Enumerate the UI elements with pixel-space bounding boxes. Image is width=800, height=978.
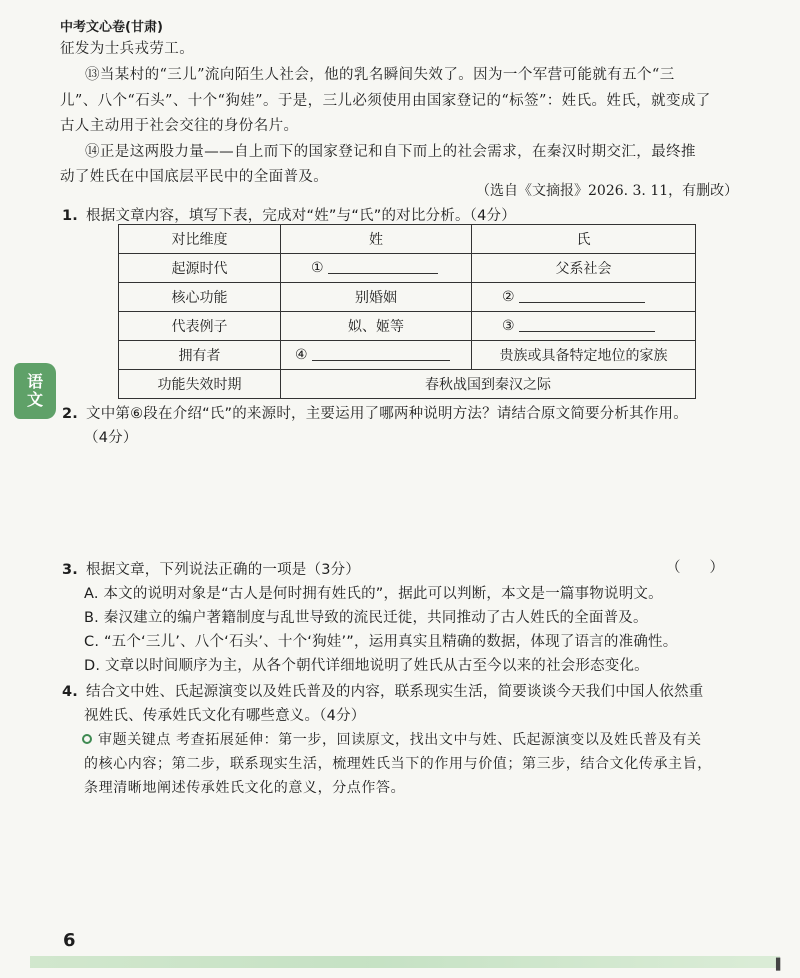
- table-header: 姓: [281, 225, 472, 254]
- hint-line-3: 条理清晰地阐述传承姓氏文化的意义，分点作答。: [84, 780, 406, 796]
- question-1-text: 根据文章内容，填写下表，完成对“姓”与“氏”的对比分析。（4分）: [86, 208, 516, 224]
- question-4: [62, 680, 703, 701]
- blank-line: [312, 347, 450, 361]
- table-cell-dimension: 起源时代: [119, 254, 281, 283]
- question-2: [62, 402, 688, 423]
- page-number: 6: [63, 930, 76, 951]
- option-c[interactable]: C. “五个‘三儿’、八个‘石头’、十个‘狗娃’”，运用真实且精确的数据，体现了语言的准确性。: [84, 634, 678, 650]
- question-3: [62, 558, 360, 579]
- blank-marker: ①: [311, 260, 324, 276]
- table-row: [119, 370, 696, 399]
- question-3-number: 3.: [62, 562, 78, 578]
- question-1-number: 1.: [62, 208, 78, 224]
- blank-line: [328, 260, 438, 274]
- answer-blank-4[interactable]: [281, 341, 472, 370]
- question-2-points: （4分）: [84, 430, 138, 446]
- option-d[interactable]: D. 文章以时间顺序为主，从各个朝代详细地说明了姓氏从古至今以来的社会形态变化。: [84, 658, 649, 674]
- option-a[interactable]: A. 本文的说明对象是“古人是何时拥有姓氏的”，据此可以判断，本文是一篇事物说明文。: [84, 586, 663, 602]
- table-cell-dimension: 代表例子: [119, 312, 281, 341]
- table-header: 氏: [472, 225, 696, 254]
- hint-line-2: 的核心内容；第二步，联系现实生活，梳理姓氏当下的作用与价值；第三步，结合文化传承主旨，: [84, 756, 712, 772]
- table-cell-dimension: 功能失效时期: [119, 370, 281, 399]
- table-cell-merged: 春秋战国到秦汉之际: [281, 370, 696, 399]
- table-header: 对比维度: [119, 225, 281, 254]
- table-row: [119, 312, 696, 341]
- answer-blank-2[interactable]: [472, 283, 696, 312]
- passage-p14-line1: ⑭正是这两股力量——自上而下的国家登记和自下而上的社会需求，在秦汉时期交汇，最终推: [85, 144, 696, 160]
- blank-line: [519, 318, 655, 332]
- answer-area-4[interactable]: [84, 800, 704, 910]
- table-cell-shi: 父系社会: [472, 254, 696, 283]
- blank-line: [519, 289, 645, 303]
- bottom-mark: ▌: [776, 958, 785, 971]
- comparison-table: [118, 224, 696, 399]
- blank-marker: ④: [295, 347, 308, 363]
- table-header-row: [119, 225, 696, 254]
- table-cell-dimension: 核心功能: [119, 283, 281, 312]
- question-4-text-line1: 结合文中姓、氏起源演变以及姓氏普及的内容，联系现实生活，简要谈谈今天我们中国人依然重: [86, 684, 704, 700]
- answer-blank-1[interactable]: [281, 254, 472, 283]
- option-b[interactable]: B. 秦汉建立的编户著籍制度与乱世导致的流民迁徙，共同推动了古人姓氏的全面普及。: [84, 610, 648, 626]
- table-cell-shi: 贵族或具备特定地位的家族: [472, 341, 696, 370]
- passage-source: （选自《文摘报》2026. 3. 11，有删改）: [476, 183, 739, 199]
- hint-text: 审题关键点 考查拓展延伸：第一步，回读原文，找出文中与姓、氏起源演变以及姓氏普及有关: [98, 732, 702, 748]
- bottom-decoration: [30, 956, 780, 968]
- table-row: [119, 254, 696, 283]
- hint-line-1: [82, 729, 702, 749]
- lightbulb-icon: [82, 734, 92, 744]
- table-cell-xing: 姒、姬等: [281, 312, 472, 341]
- passage-p13-line1: ⑬当某村的“三儿”流向陌生人社会，他的乳名瞬间失效了。因为一个军营可能就有五个“三: [85, 67, 675, 83]
- answer-blank-3[interactable]: [472, 312, 696, 341]
- exam-header-title: 中考文心卷(甘肃): [60, 20, 163, 35]
- table-row: [119, 341, 696, 370]
- question-2-number: 2.: [62, 406, 78, 422]
- passage-line: 征发为士兵戎劳工。: [60, 41, 195, 57]
- answer-bracket[interactable]: （ ）: [666, 560, 724, 576]
- question-2-text: 文中第⑥段在介绍“氏”的来源时，主要运用了哪两种说明方法？请结合原文简要分析其作用。: [86, 406, 688, 422]
- subject-tab: [14, 363, 56, 419]
- question-3-text: 根据文章，下列说法正确的一项是（3分）: [86, 562, 361, 578]
- passage-p14-line2: 动了姓氏在中国底层平民中的全面普及。: [60, 169, 329, 185]
- passage-p13-line2: 儿”、八个“石头”、十个“狗娃”。于是，三儿必须使用由国家登记的“标签”：姓氏。姓氏，就变成了: [60, 93, 711, 109]
- question-4-text-line2: 视姓氏、传承姓氏文化有哪些意义。（4分）: [84, 708, 366, 724]
- answer-area-2[interactable]: [84, 450, 704, 550]
- blank-marker: ③: [502, 318, 515, 334]
- passage-p13-line3: 古人主动用于社会交往的身份名片。: [60, 118, 299, 134]
- blank-marker: ②: [502, 289, 515, 305]
- subject-tab-char: 文: [26, 390, 43, 409]
- table-cell-dimension: 拥有者: [119, 341, 281, 370]
- table-cell-xing: 别婚姻: [281, 283, 472, 312]
- subject-tab-char: 语: [26, 371, 43, 391]
- table-row: [119, 283, 696, 312]
- question-1: [62, 204, 516, 225]
- question-4-number: 4.: [62, 684, 78, 700]
